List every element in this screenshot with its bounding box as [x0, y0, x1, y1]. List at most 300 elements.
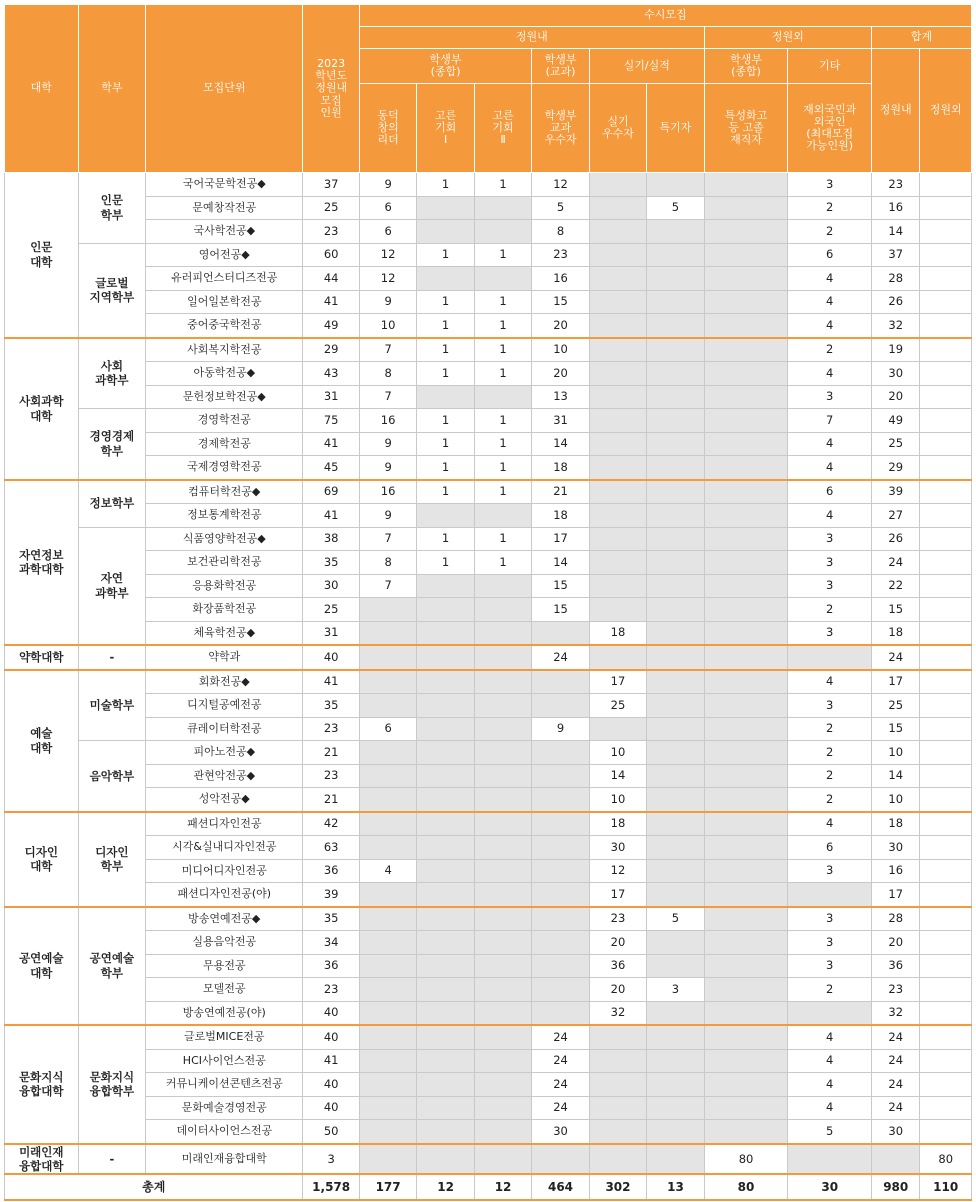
dongduk-cell: 9 — [359, 432, 416, 456]
dongduk-cell: 12 — [359, 243, 416, 267]
foreign-cell: 4 — [788, 267, 872, 291]
totals-label: 총계 — [5, 1174, 303, 1200]
unit-cell: 무용전공 — [146, 954, 303, 978]
unit-cell: 피아노전공◆ — [146, 741, 303, 765]
special-cell — [647, 670, 704, 694]
unit-cell: 실용음악전공 — [146, 931, 303, 955]
special-cell — [647, 694, 704, 718]
equal1-cell — [417, 504, 474, 528]
foreign-cell: 6 — [788, 836, 872, 860]
equal1-cell — [417, 1049, 474, 1073]
table-row — [5, 645, 972, 670]
foreign-cell: 2 — [788, 741, 872, 765]
division-cell: 음악학부 — [78, 741, 146, 812]
special-cell — [647, 267, 704, 291]
special-cell — [647, 645, 704, 670]
equal2-cell: 1 — [474, 551, 531, 575]
practical-cell: 18 — [589, 812, 646, 836]
foreign-cell — [788, 1001, 872, 1025]
equal1-cell — [417, 859, 474, 883]
total-in-cell: 23 — [872, 173, 920, 197]
total-out-cell — [920, 812, 972, 836]
foreign-cell: 4 — [788, 812, 872, 836]
equal1-cell: 1 — [417, 290, 474, 314]
quota-cell: 38 — [303, 527, 359, 551]
college-cell: 문화지식 융합대학 — [5, 1025, 79, 1144]
equal1-cell: 1 — [417, 173, 474, 197]
equal1-cell — [417, 1096, 474, 1120]
quota-cell: 35 — [303, 551, 359, 575]
practical-cell — [589, 196, 646, 220]
foreign-cell: 2 — [788, 338, 872, 362]
dongduk-cell: 7 — [359, 385, 416, 409]
practical-cell: 17 — [589, 883, 646, 907]
total-out-cell — [920, 314, 972, 338]
quota-cell: 41 — [303, 670, 359, 694]
dongduk-cell — [359, 764, 416, 788]
foreign-cell: 4 — [788, 290, 872, 314]
special-cell — [647, 788, 704, 812]
unit-cell: 문예창작전공 — [146, 196, 303, 220]
unit-cell: 중어중국학전공 — [146, 314, 303, 338]
practical-cell — [589, 1049, 646, 1073]
college-cell: 자연정보 과학대학 — [5, 480, 79, 646]
foreign-cell: 4 — [788, 670, 872, 694]
table-row — [5, 907, 972, 931]
equal2-cell — [474, 694, 531, 718]
special-cell: 5 — [647, 907, 704, 931]
dongduk-cell — [359, 812, 416, 836]
vocational-cell — [704, 859, 788, 883]
dongduk-cell — [359, 1144, 416, 1175]
quota-cell: 35 — [303, 907, 359, 931]
equal1-cell — [417, 385, 474, 409]
total-out-cell — [920, 196, 972, 220]
foreign-cell: 2 — [788, 717, 872, 741]
quota-cell: 36 — [303, 859, 359, 883]
total-in-cell: 16 — [872, 859, 920, 883]
table-row — [5, 883, 972, 907]
dongduk-cell: 4 — [359, 859, 416, 883]
special-cell — [647, 338, 704, 362]
dongduk-cell — [359, 1025, 416, 1049]
quota-cell: 25 — [303, 196, 359, 220]
practical-cell — [589, 290, 646, 314]
foreign-cell: 3 — [788, 173, 872, 197]
quota-cell: 60 — [303, 243, 359, 267]
dongduk-cell — [359, 1001, 416, 1025]
dongduk-cell — [359, 907, 416, 931]
foreign-cell: 2 — [788, 764, 872, 788]
equal2-cell — [474, 598, 531, 622]
foreign-cell: 4 — [788, 314, 872, 338]
foreign-cell: 2 — [788, 788, 872, 812]
unit-cell: 패션디자인전공(야) — [146, 883, 303, 907]
dongduk-cell: 16 — [359, 480, 416, 504]
division-cell: 디자인 학부 — [78, 812, 146, 907]
header-jeongwonoe: 정원외 — [704, 27, 871, 49]
subject-cell: 12 — [532, 173, 589, 197]
special-cell — [647, 243, 704, 267]
total-out-cell — [920, 456, 972, 480]
vocational-cell — [704, 1073, 788, 1097]
dongduk-cell — [359, 1120, 416, 1144]
vocational-cell — [704, 338, 788, 362]
unit-cell: 유러피언스터디즈전공 — [146, 267, 303, 291]
equal1-cell: 1 — [417, 456, 474, 480]
subject-cell — [532, 694, 589, 718]
unit-cell: 정보통계학전공 — [146, 504, 303, 528]
total-quota: 1,578 — [303, 1174, 359, 1200]
table-row — [5, 173, 972, 197]
total-in-cell: 32 — [872, 1001, 920, 1025]
special-cell — [647, 764, 704, 788]
total-in-cell: 10 — [872, 788, 920, 812]
unit-cell: 커뮤니케이션콘텐츠전공 — [146, 1073, 303, 1097]
quota-cell: 29 — [303, 338, 359, 362]
table-row — [5, 1120, 972, 1144]
dongduk-cell — [359, 788, 416, 812]
vocational-cell — [704, 314, 788, 338]
quota-cell: 31 — [303, 385, 359, 409]
total-in-cell: 30 — [872, 836, 920, 860]
quota-cell: 23 — [303, 978, 359, 1002]
subject-cell: 10 — [532, 338, 589, 362]
quota-cell: 40 — [303, 1073, 359, 1097]
total-out-cell — [920, 1025, 972, 1049]
total-out-cell — [920, 954, 972, 978]
header-total: 합계 — [872, 27, 972, 49]
special-cell — [647, 931, 704, 955]
division-cell: 공연예술 학부 — [78, 907, 146, 1026]
equal1-cell: 1 — [417, 362, 474, 386]
unit-cell: HCI사이언스전공 — [146, 1049, 303, 1073]
unit-cell: 식품영양학전공◆ — [146, 527, 303, 551]
unit-cell: 문헌정보학전공◆ — [146, 385, 303, 409]
equal1-cell — [417, 836, 474, 860]
dongduk-cell: 8 — [359, 551, 416, 575]
dongduk-cell — [359, 694, 416, 718]
special-cell — [647, 621, 704, 645]
quota-cell: 40 — [303, 1001, 359, 1025]
dongduk-cell: 10 — [359, 314, 416, 338]
special-cell — [647, 385, 704, 409]
header-practical-excellent: 실기 우수자 — [589, 84, 646, 173]
vocational-cell: 80 — [704, 1144, 788, 1175]
equal1-cell: 1 — [417, 338, 474, 362]
total-in-cell: 26 — [872, 527, 920, 551]
equal2-cell: 1 — [474, 290, 531, 314]
unit-cell: 방송연예전공(야) — [146, 1001, 303, 1025]
subject-cell: 14 — [532, 551, 589, 575]
table-row — [5, 1073, 972, 1097]
total-out-cell — [920, 551, 972, 575]
table-row — [5, 551, 972, 575]
header-total-in: 정원내 — [872, 49, 920, 173]
unit-cell: 약학과 — [146, 645, 303, 670]
equal2-cell — [474, 385, 531, 409]
header-quota-2023: 2023 학년도 정원내 모집 인원 — [303, 5, 359, 173]
total-out-cell — [920, 362, 972, 386]
division-cell: 미술학부 — [78, 670, 146, 741]
table-row — [5, 527, 972, 551]
equal1-cell — [417, 812, 474, 836]
total-practical: 302 — [589, 1174, 646, 1200]
foreign-cell: 4 — [788, 1049, 872, 1073]
special-cell — [647, 1001, 704, 1025]
quota-cell: 69 — [303, 480, 359, 504]
equal1-cell: 1 — [417, 243, 474, 267]
equal1-cell — [417, 694, 474, 718]
dongduk-cell — [359, 670, 416, 694]
dongduk-cell: 9 — [359, 290, 416, 314]
admission-quota-table — [4, 4, 972, 1201]
table-row — [5, 409, 972, 433]
dongduk-cell — [359, 741, 416, 765]
quota-cell: 40 — [303, 1096, 359, 1120]
practical-cell: 14 — [589, 764, 646, 788]
table-row — [5, 338, 972, 362]
equal2-cell — [474, 220, 531, 244]
unit-cell: 화장품학전공 — [146, 598, 303, 622]
header-etc: 기타 — [788, 49, 872, 84]
foreign-cell: 5 — [788, 1120, 872, 1144]
header-dongduk-leader: 동덕 창의 리더 — [359, 84, 416, 173]
dongduk-cell — [359, 883, 416, 907]
foreign-cell — [788, 1144, 872, 1175]
table-row — [5, 385, 972, 409]
total-out-cell — [920, 504, 972, 528]
special-cell — [647, 456, 704, 480]
header-total-out: 정원외 — [920, 49, 972, 173]
table-body — [5, 173, 972, 1175]
practical-cell — [589, 338, 646, 362]
subject-cell — [532, 621, 589, 645]
subject-cell — [532, 741, 589, 765]
equal1-cell — [417, 621, 474, 645]
equal2-cell — [474, 196, 531, 220]
foreign-cell: 3 — [788, 385, 872, 409]
total-out-cell — [920, 883, 972, 907]
unit-cell: 국제경영학전공 — [146, 456, 303, 480]
total-equal2: 12 — [474, 1174, 531, 1200]
division-cell: 문화지식 융합학부 — [78, 1025, 146, 1144]
total-in-cell: 10 — [872, 741, 920, 765]
practical-cell — [589, 362, 646, 386]
total-in-cell: 22 — [872, 574, 920, 598]
total-out-cell — [920, 1096, 972, 1120]
special-cell — [647, 1144, 704, 1175]
quota-cell: 39 — [303, 883, 359, 907]
unit-cell: 미디어디자인전공 — [146, 859, 303, 883]
foreign-cell: 3 — [788, 527, 872, 551]
quota-cell: 41 — [303, 1049, 359, 1073]
quota-cell: 44 — [303, 267, 359, 291]
unit-cell: 회화전공◆ — [146, 670, 303, 694]
total-out-cell — [920, 480, 972, 504]
college-cell: 예술 대학 — [5, 670, 79, 812]
vocational-cell — [704, 812, 788, 836]
subject-cell — [532, 812, 589, 836]
total-in-cell: 19 — [872, 338, 920, 362]
equal2-cell — [474, 788, 531, 812]
practical-cell — [589, 173, 646, 197]
equal2-cell: 1 — [474, 409, 531, 433]
total-out-cell — [920, 836, 972, 860]
special-cell: 5 — [647, 196, 704, 220]
total-out-cell — [920, 1049, 972, 1073]
total-in-cell: 36 — [872, 954, 920, 978]
foreign-cell: 2 — [788, 978, 872, 1002]
dongduk-cell: 7 — [359, 527, 416, 551]
total-in-cell: 17 — [872, 883, 920, 907]
total-in-cell: 18 — [872, 812, 920, 836]
table-row — [5, 717, 972, 741]
foreign-cell: 3 — [788, 859, 872, 883]
dongduk-cell: 9 — [359, 456, 416, 480]
subject-cell: 20 — [532, 314, 589, 338]
subject-cell: 15 — [532, 598, 589, 622]
equal2-cell — [474, 1120, 531, 1144]
quota-cell: 63 — [303, 836, 359, 860]
vocational-cell — [704, 645, 788, 670]
special-cell: 3 — [647, 978, 704, 1002]
foreign-cell: 4 — [788, 1025, 872, 1049]
header-subject-excellent: 학생부 교과 우수자 — [532, 84, 589, 173]
practical-cell: 25 — [589, 694, 646, 718]
vocational-cell — [704, 362, 788, 386]
header-practical: 실기/실적 — [589, 49, 704, 84]
table-footer — [5, 1174, 972, 1200]
vocational-cell — [704, 527, 788, 551]
total-out-cell — [920, 907, 972, 931]
subject-cell: 15 — [532, 574, 589, 598]
unit-cell: 미래인재융합대학 — [146, 1144, 303, 1175]
dongduk-cell: 6 — [359, 717, 416, 741]
table-row — [5, 243, 972, 267]
dongduk-cell: 6 — [359, 220, 416, 244]
special-cell — [647, 314, 704, 338]
equal2-cell — [474, 1073, 531, 1097]
foreign-cell: 4 — [788, 1096, 872, 1120]
equal2-cell — [474, 883, 531, 907]
table-row — [5, 480, 972, 504]
vocational-cell — [704, 788, 788, 812]
header-susi: 수시모집 — [359, 5, 971, 27]
total-in-cell: 49 — [872, 409, 920, 433]
total-in-cell: 24 — [872, 1025, 920, 1049]
table-row — [5, 598, 972, 622]
foreign-cell: 6 — [788, 243, 872, 267]
quota-cell: 41 — [303, 432, 359, 456]
total-in-cell: 32 — [872, 314, 920, 338]
subject-cell: 13 — [532, 385, 589, 409]
vocational-cell — [704, 456, 788, 480]
equal1-cell — [417, 1120, 474, 1144]
total-out-cell — [920, 598, 972, 622]
quota-cell: 23 — [303, 717, 359, 741]
quota-cell: 31 — [303, 621, 359, 645]
header-hs-comprehensive: 학생부 (종합) — [359, 49, 531, 84]
table-row — [5, 314, 972, 338]
header-division: 학부 — [78, 5, 146, 173]
practical-cell — [589, 1120, 646, 1144]
quota-cell: 36 — [303, 954, 359, 978]
foreign-cell: 3 — [788, 907, 872, 931]
vocational-cell — [704, 480, 788, 504]
unit-cell: 일어일본학전공 — [146, 290, 303, 314]
equal2-cell — [474, 764, 531, 788]
total-in-cell: 29 — [872, 456, 920, 480]
foreign-cell — [788, 645, 872, 670]
total-equal1: 12 — [417, 1174, 474, 1200]
table-row — [5, 931, 972, 955]
subject-cell — [532, 788, 589, 812]
practical-cell: 18 — [589, 621, 646, 645]
dongduk-cell — [359, 1049, 416, 1073]
dongduk-cell: 9 — [359, 504, 416, 528]
division-cell: 사회 과학부 — [78, 338, 146, 409]
unit-cell: 문화예술경영전공 — [146, 1096, 303, 1120]
practical-cell: 12 — [589, 859, 646, 883]
equal2-cell — [474, 741, 531, 765]
total-subject: 464 — [532, 1174, 589, 1200]
total-dongduk: 177 — [359, 1174, 416, 1200]
unit-cell: 국어국문학전공◆ — [146, 173, 303, 197]
quota-cell: 40 — [303, 1025, 359, 1049]
subject-cell: 24 — [532, 1073, 589, 1097]
foreign-cell: 4 — [788, 362, 872, 386]
header-vocational: 특성화고 등 고졸 재직자 — [704, 84, 788, 173]
table-row — [5, 1049, 972, 1073]
practical-cell — [589, 1144, 646, 1175]
subject-cell: 16 — [532, 267, 589, 291]
dongduk-cell — [359, 978, 416, 1002]
unit-cell: 체육학전공◆ — [146, 621, 303, 645]
special-cell — [647, 1120, 704, 1144]
total-out-cell — [920, 267, 972, 291]
dongduk-cell: 7 — [359, 574, 416, 598]
total-in-cell: 24 — [872, 645, 920, 670]
equal2-cell — [474, 267, 531, 291]
equal1-cell — [417, 883, 474, 907]
special-cell — [647, 574, 704, 598]
foreign-cell: 2 — [788, 196, 872, 220]
special-cell — [647, 741, 704, 765]
quota-cell: 21 — [303, 788, 359, 812]
foreign-cell: 2 — [788, 598, 872, 622]
practical-cell: 17 — [589, 670, 646, 694]
practical-cell: 23 — [589, 907, 646, 931]
special-cell — [647, 220, 704, 244]
table-row — [5, 859, 972, 883]
total-in-cell — [872, 1144, 920, 1175]
foreign-cell: 4 — [788, 456, 872, 480]
equal2-cell — [474, 1096, 531, 1120]
special-cell — [647, 1073, 704, 1097]
vocational-cell — [704, 1120, 788, 1144]
practical-cell — [589, 598, 646, 622]
totals-row — [5, 1174, 972, 1200]
equal1-cell — [417, 1073, 474, 1097]
total-in-cell: 26 — [872, 290, 920, 314]
total-in-cell: 25 — [872, 432, 920, 456]
practical-cell: 10 — [589, 788, 646, 812]
table-row — [5, 954, 972, 978]
foreign-cell: 3 — [788, 931, 872, 955]
practical-cell: 30 — [589, 836, 646, 860]
equal1-cell — [417, 1025, 474, 1049]
